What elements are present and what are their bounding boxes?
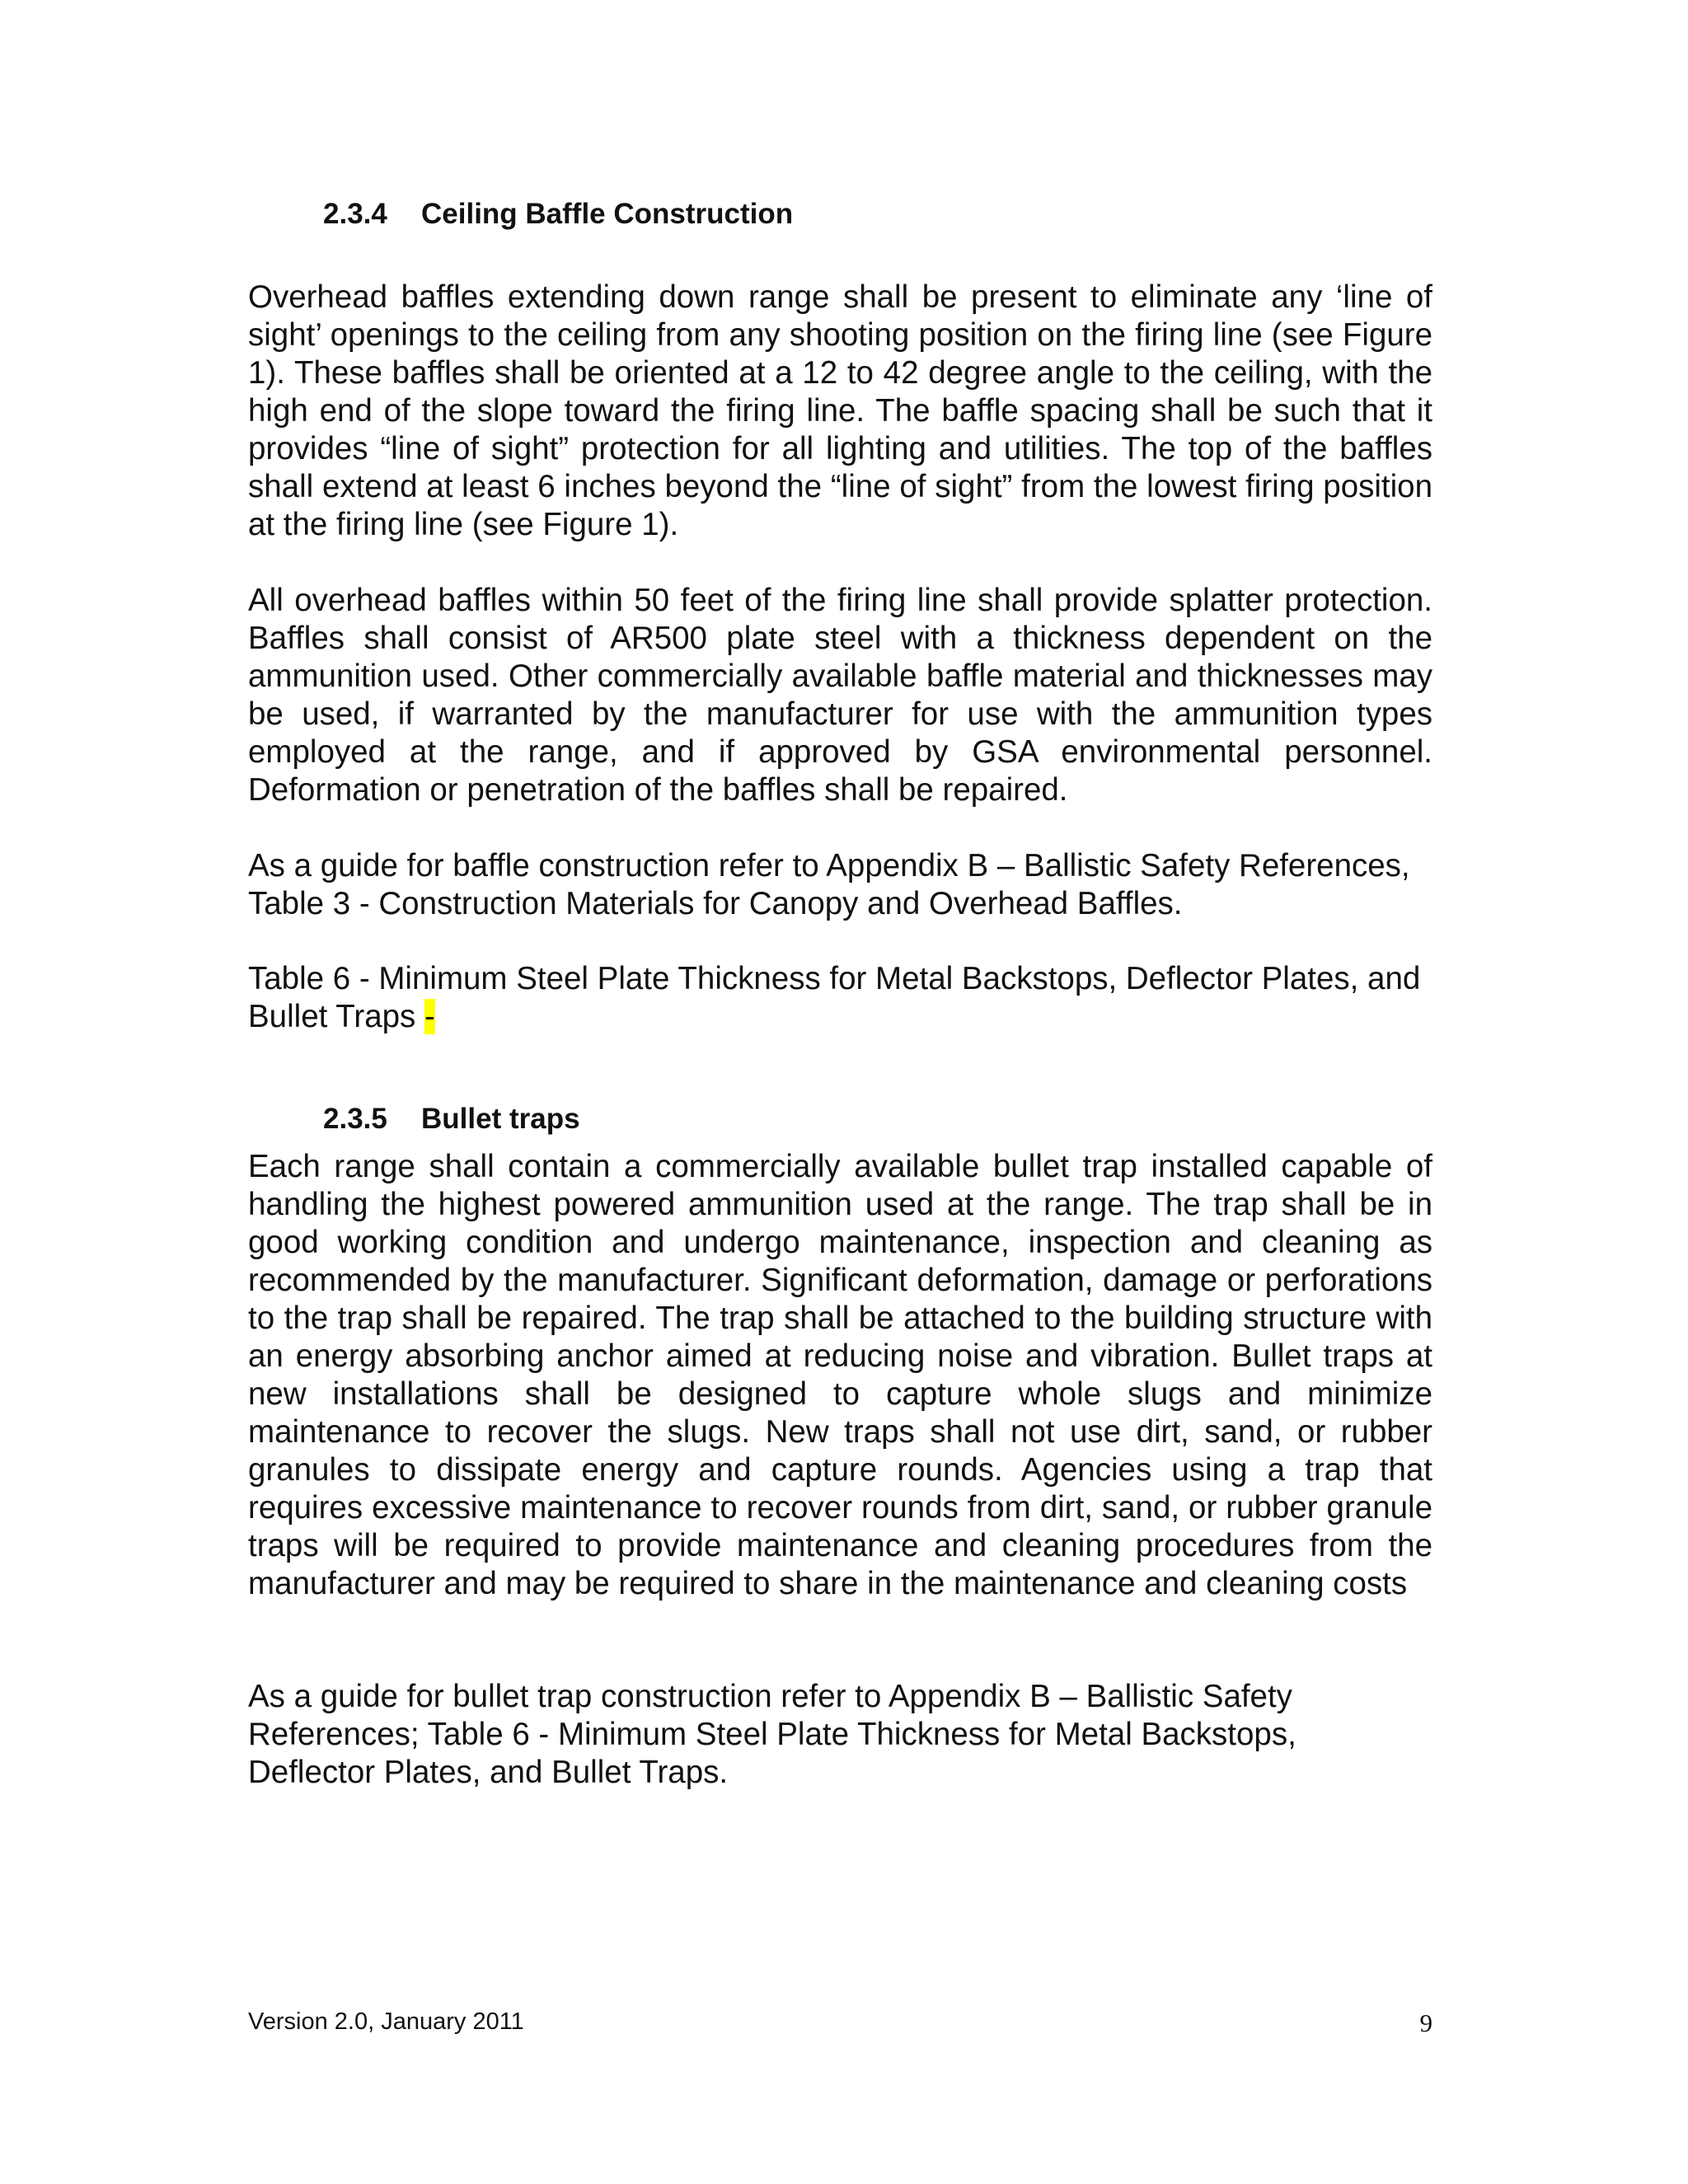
- paragraph-overhead-baffles: Overhead baffles extending down range shall be present to eliminate any ‘line of sight’ openings to the ceiling from any shooting position on the firing line (see Figure 1). These baffles shall be oriented at a 12 to 42 degree angle to the ceiling, with the high end of the slope toward the firing line. The baffle spacing shall be such that it provides “line of sight” protection for all lighting and utilities. The top of the baffles shall extend at least 6 inches beyond the “line of sight” from the lowest firing position at the firing line (see Figure 1).: [248, 279, 1432, 542]
- section-title: Bullet traps: [421, 1103, 580, 1135]
- section-number: 2.3.5: [323, 1103, 387, 1135]
- section-title: Ceiling Baffle Construction: [421, 198, 794, 230]
- section-heading-2-3-5: [323, 1101, 580, 1137]
- paragraph-baffle-guide: As a guide for baffle construction refer to Appendix B – Ballistic Safety References, Table 3 - Construction Materials for Canopy and Overhead Baffles.: [248, 848, 1410, 921]
- table-6-text: Table 6 - Minimum Steel Plate Thickness for Metal Backstops, Deflector Plates, and Bullet Traps: [248, 961, 1421, 1034]
- section-number: 2.3.4: [323, 198, 387, 230]
- paragraph-bullet-traps: Each range shall contain a commercially available bullet trap installed capable of handling the highest powered ammunition used at the range. The trap shall be in good working condition and undergo maintenance, inspection and cleaning as recommended by the manufacturer. Significant deformation, damage or perforations to the trap shall be repaired. The trap shall be attached to the building structure with an energy absorbing anchor aimed at reducing noise and vibration. Bullet traps at new installations shall be designed to capture whole slugs and minimize maintenance to recover the slugs. New traps shall not use dirt, sand, or rubber granules to dissipate energy and capture rounds. Agencies using a trap that requires excessive maintenance to recover rounds from dirt, sand, or rubber granule traps will be required to provide maintenance and cleaning procedures from the manufacturer and may be required to share in the maintenance and cleaning costs: [248, 1149, 1432, 1601]
- paragraph-splatter-protection: All overhead baffles within 50 feet of the firing line shall provide splatter protection. Baffles shall consist of AR500 plate steel with a thickness dependent on the ammunition used. Other commercially available baffle material and thicknesses may be used, if warranted by the manufacturer for use with the ammunition types employed at the range, and if approved by GSA environmental personnel. Deformation or penetration of the baffles shall be repaired.: [248, 583, 1432, 808]
- highlighted-dash: -: [424, 999, 435, 1034]
- paragraph-table-6-reference: [248, 960, 1435, 1036]
- page-number: 9: [1419, 2008, 1432, 2037]
- footer-version: Version 2.0, January 2011: [248, 2008, 524, 2035]
- paragraph-bullet-trap-guide: As a guide for bullet trap construction refer to Appendix B – Ballistic Safety References; Table 6 - Minimum Steel Plate Thickness for Metal Backstops, Deflector Plates, and Bullet Traps.: [248, 1679, 1296, 1790]
- section-heading-2-3-4: [323, 196, 793, 232]
